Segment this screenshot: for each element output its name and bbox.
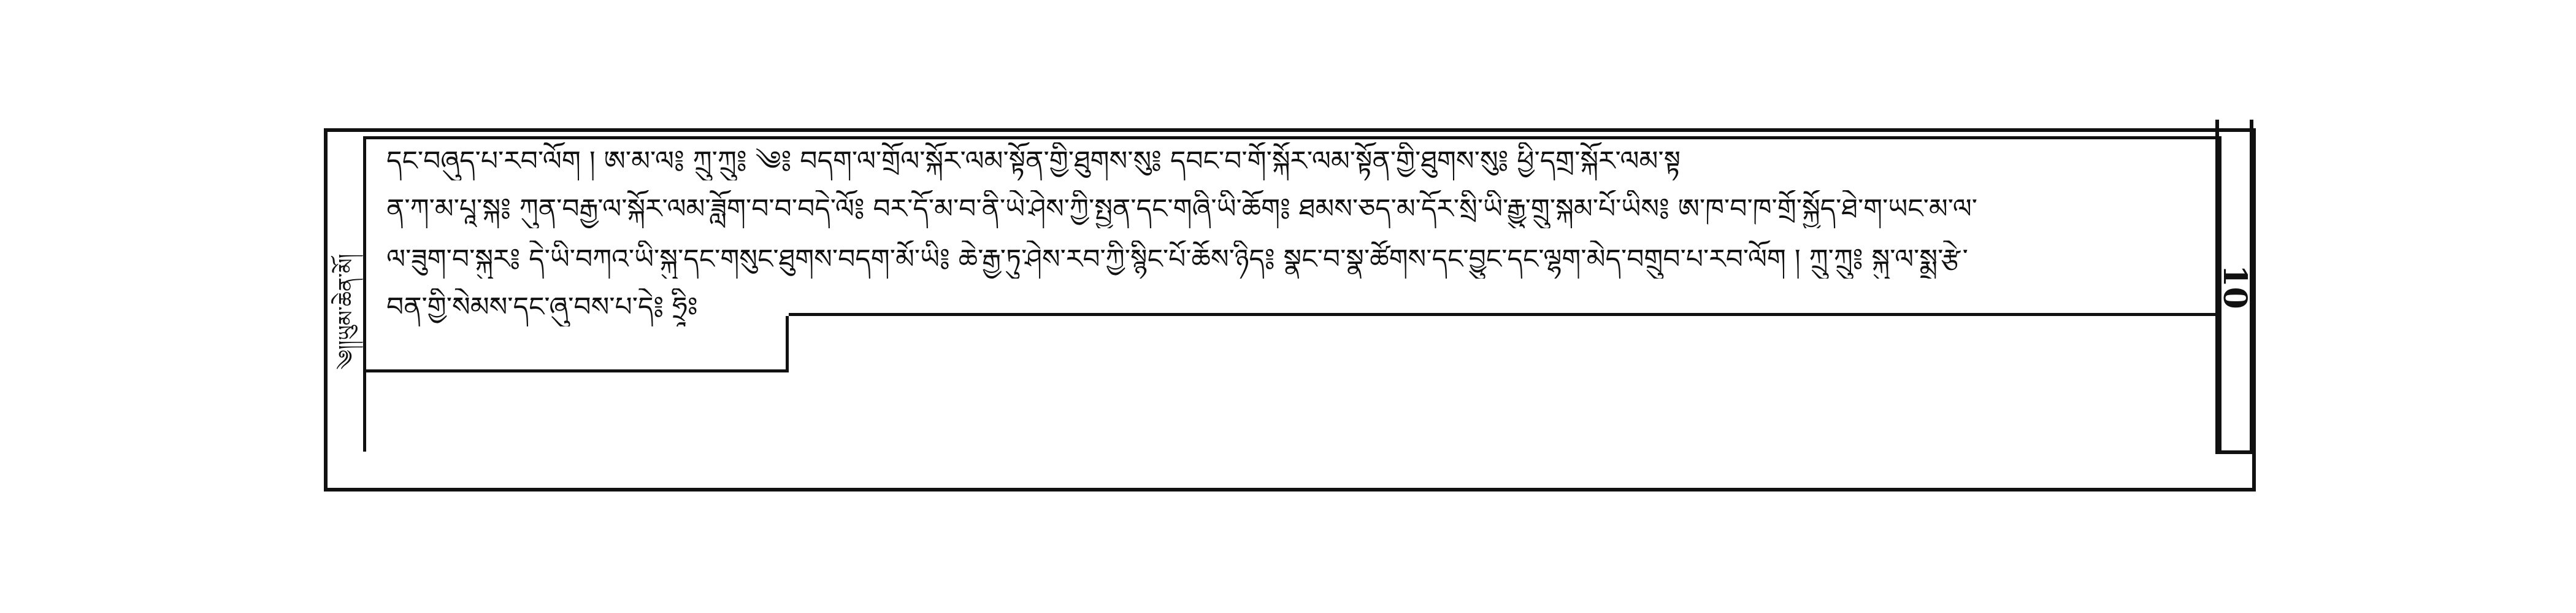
left-margin-title-strip (331, 140, 362, 484)
text-line-1: དང་བཞུད་པ་རབ་ལོག ། ཨ་མ་ལ༔ ཀྲུ་ཀྲུ༔ ༄༔ བདག་ལ་གྲོལ་སྐོར་ལམ་སྟོན་གྱི་ཐུགས་སུ༔ དབང་བ་གོ་སྐོར་ལམ་སྟོན་གྱི་ཐུགས་སུ༔ ཕྱི་དགྲ་སྐོར་ལམ་སྟ (386, 145, 1681, 177)
text-line-4: བན་གྱི་སེམས་དང་ཞུ་བས་པ་དེ༔ ཧྲཱིཿ (386, 291, 698, 323)
text-end-rule (789, 313, 2221, 316)
text-line-2: ན་ཀ་མ་པཱ་སྐ༔ ཀུན་བརྒྱ་ལ་སྐོར་ལམ་ཟློག་བ་བ་བདེ་ལོ༔ བར་དོ་མ་བ་ནི་ཡེ་ཤེས་ཀྱི་སྤྱན་དང་གཞི་ཡི་ཆོག༔ ཐམས་ཅད་མ་དོར་སྲི་ཡི་རྒྱུ་གྲུ་སྐམ་པོ་ཡིས༔ ཨ་ཁ་བ་ཁ་གྲོ་སྐྱོད་ཐེ་ག་ཡང་མ་ལ་ (386, 193, 1978, 225)
left-margin-title: ༄།།ཡུམ་ཆེན་མོ། (334, 253, 359, 370)
right-margin-folio-strip (2215, 120, 2253, 454)
folio-number: 10 (2216, 264, 2253, 309)
final-line-box (366, 316, 789, 372)
blank-page-area (366, 376, 2213, 449)
text-line-3: ལ་ཟུག་བ་སྐུར༔ དེ་ཡི་བཀའ་ཡི་སྐུ་དང་གསུང་ཐུགས་བདག་མོ་ཡི༔ ཆེ་རྒྱ་ཏུ་ཤེས་རབ་ཀྱི་སྙིང་པོ་ཆོས་ཉིད༔ སྣང་བ་སྣ་ཚོགས་དང་བྱུང་དང་ལྷག་མེད་བགྲུབ་པ་རབ་ལོག ། ཀྲུ་ཀྲུ༔ སྐུ་ལ་སྨྲ་རྩེ་ (386, 244, 1968, 275)
